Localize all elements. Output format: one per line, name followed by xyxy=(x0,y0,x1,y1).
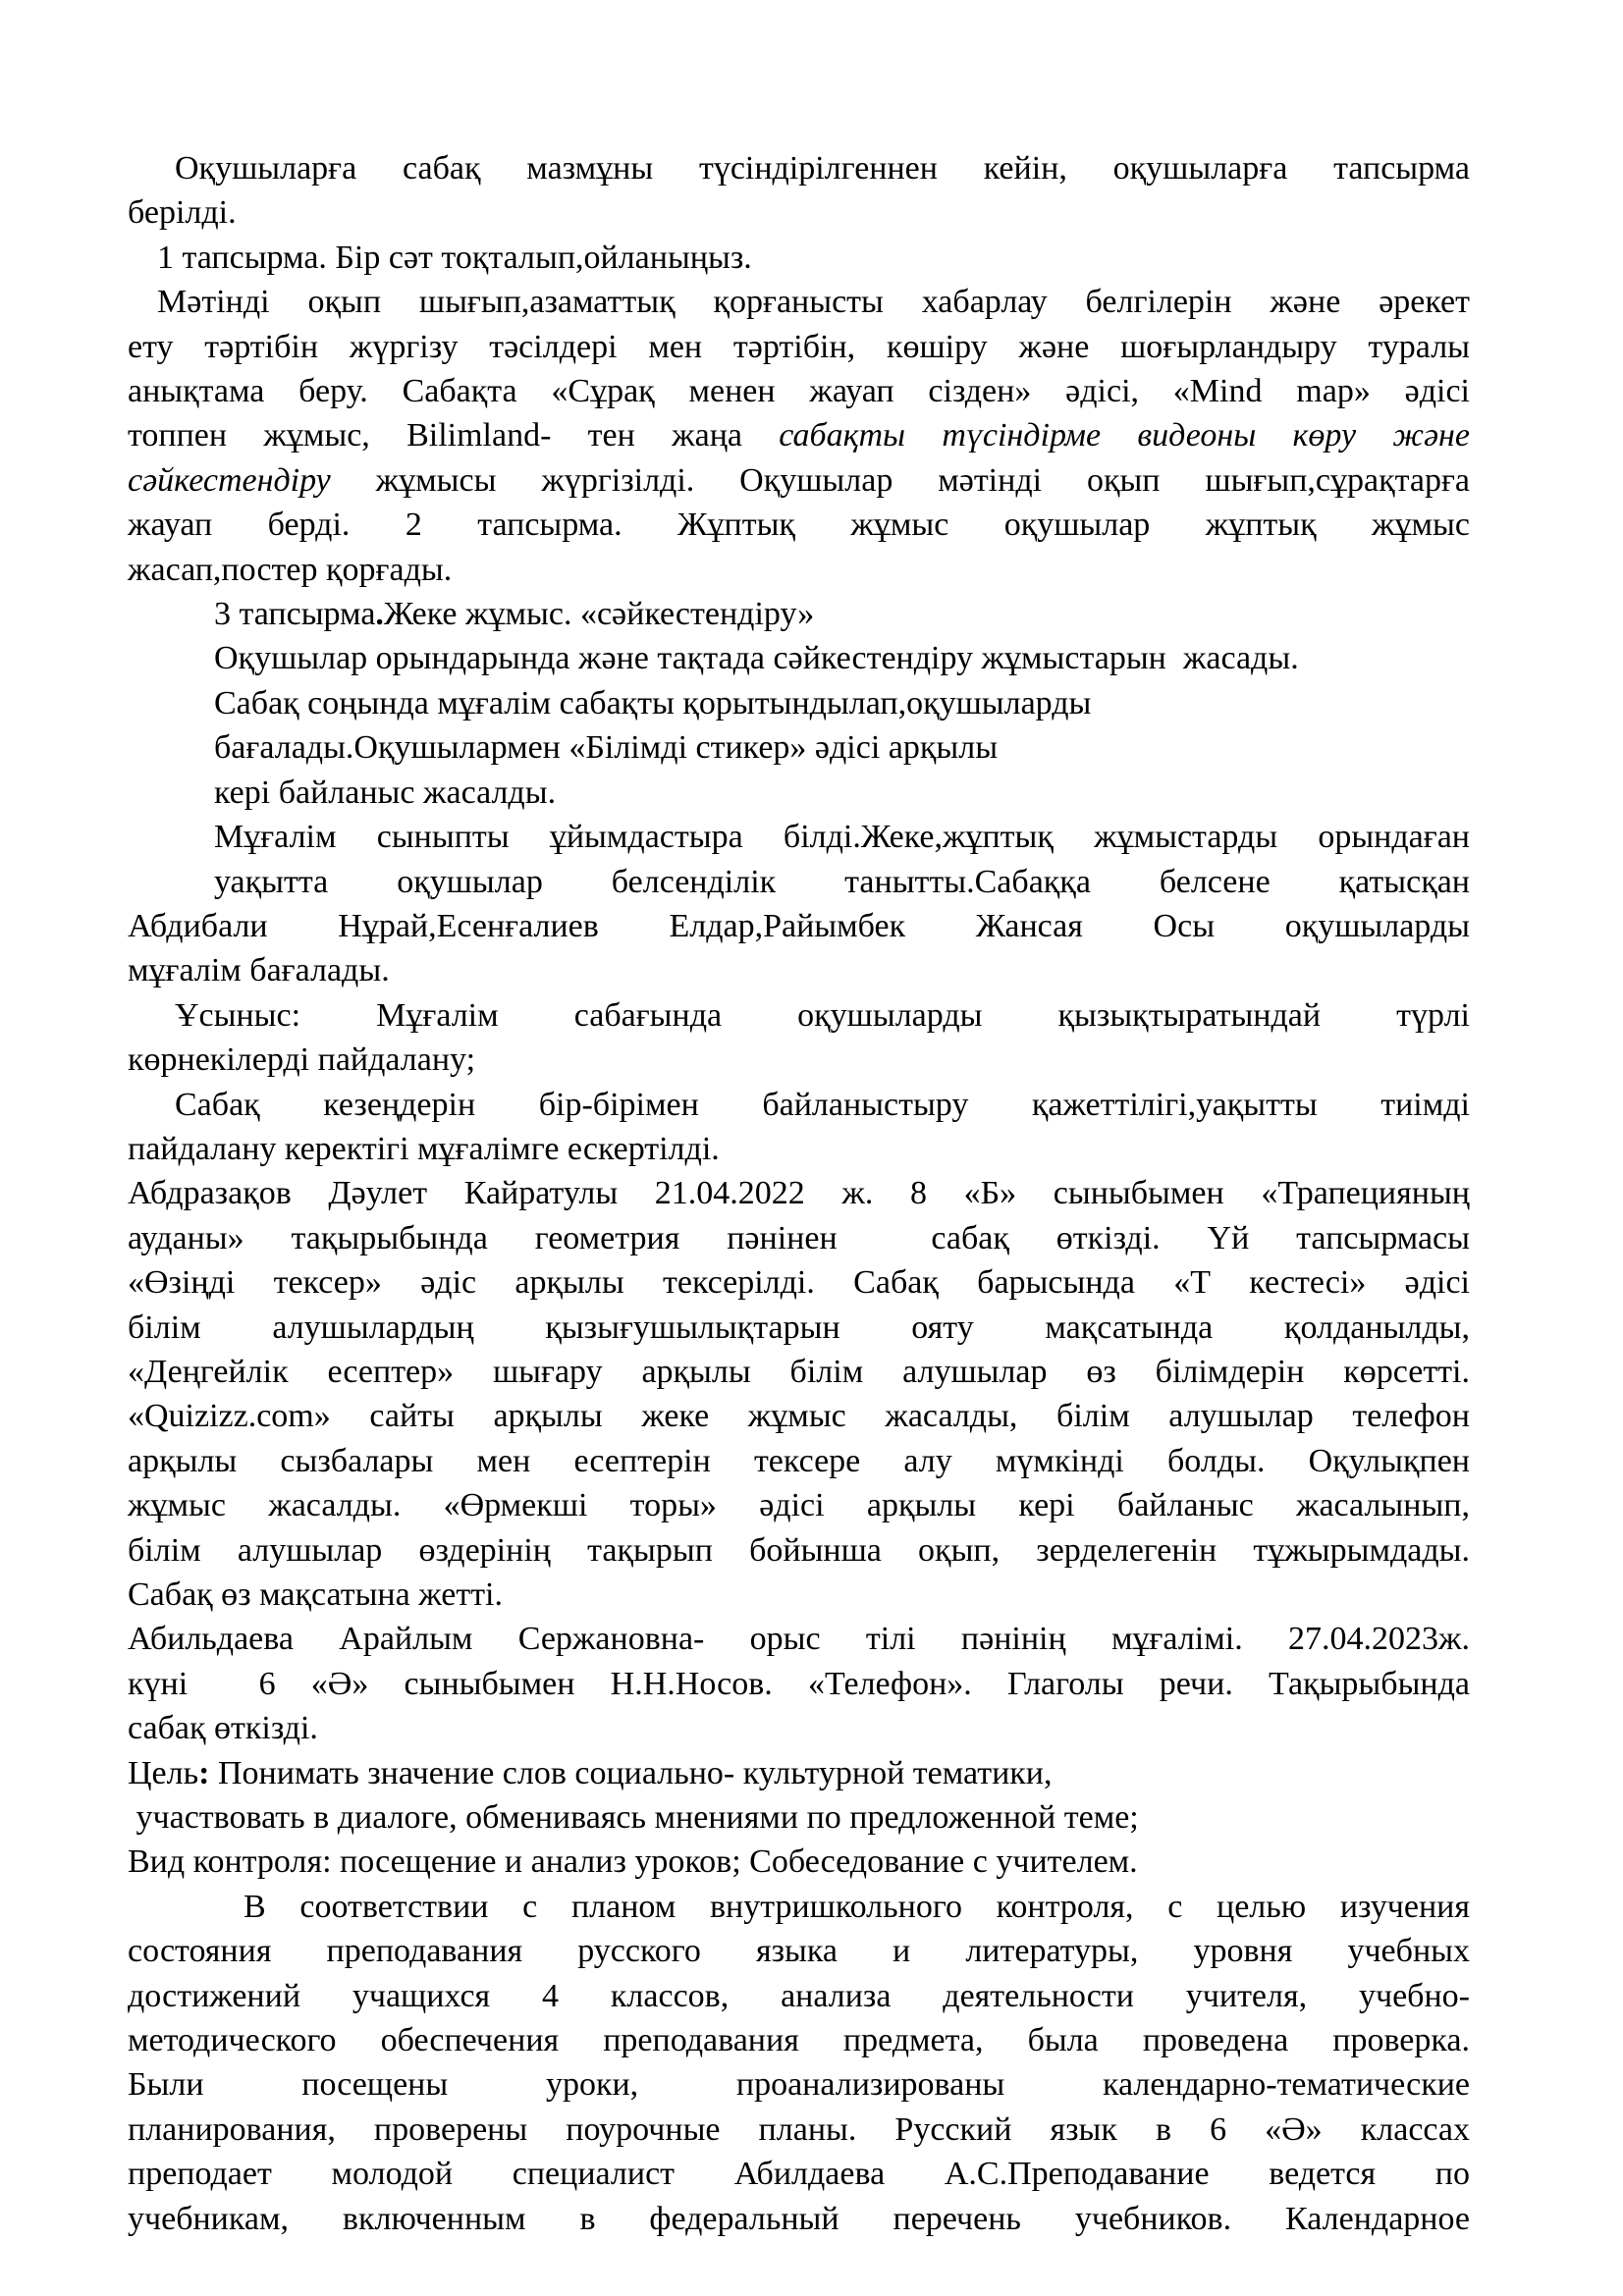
text-line-3 xyxy=(128,236,1470,280)
text-line-43 xyxy=(128,2018,1470,2062)
text-line-7 xyxy=(128,413,1470,457)
text-line-46 xyxy=(128,2152,1470,2196)
text-run: сабақ өткізді. xyxy=(128,1710,318,1747)
text-line-12 xyxy=(128,636,1470,680)
text-run: берілді. xyxy=(128,194,237,232)
text-run: Оқушыларға сабақ мазмұны түсіндірілгеннен кейін, оқушыларға тапсырма xyxy=(175,150,1470,187)
text-line-23 xyxy=(128,1127,1470,1171)
text-run: Сабақ соңында мұғалім сабақты қорытындылап,оқушыларды xyxy=(214,684,1092,721)
text-line-22 xyxy=(128,1083,1470,1127)
text-line-42 xyxy=(128,1974,1470,2018)
text-line-30 xyxy=(128,1439,1470,1483)
text-line-40 xyxy=(128,1885,1470,1929)
text-line-27 xyxy=(128,1306,1470,1350)
bold-text-run: : xyxy=(198,1754,210,1791)
text-line-25 xyxy=(128,1216,1470,1260)
text-line-14 xyxy=(128,725,1470,770)
text-line-41 xyxy=(128,1929,1470,1973)
text-line-29 xyxy=(128,1394,1470,1438)
text-run: бағалады.Оқушылармен «Білімді стикер» әдісі арқылы xyxy=(214,729,999,767)
text-line-26 xyxy=(128,1260,1470,1305)
text-run: Жеке жұмыс. «сәйкестендіру» xyxy=(383,596,815,633)
text-run: 3 тапсырма xyxy=(214,596,376,633)
text-line-37 xyxy=(128,1751,1470,1795)
text-line-45 xyxy=(128,2108,1470,2152)
text-run: кері байланыс жасалды. xyxy=(214,774,557,811)
text-run: күні 6 «Ә» сыныбымен Н.Н.Носов. «Телефон». Глаголы речи. Тақырыбында xyxy=(128,1665,1470,1702)
text-line-24 xyxy=(128,1171,1470,1215)
text-run: Понимать значение слов социально- культурной тематики, xyxy=(209,1754,1053,1791)
text-run: преподает молодой специалист Абилдаева А.С.Преподавание ведется по xyxy=(128,2156,1470,2193)
text-run: 1 тапсырма. Бір сәт тоқталып,ойланыңыз. xyxy=(157,239,752,276)
text-run: жауап берді. 2 тапсырма. Жұптық жұмыс оқушылар жұптық жұмыс xyxy=(128,507,1470,544)
text-line-21 xyxy=(128,1038,1470,1082)
text-line-28 xyxy=(128,1350,1470,1394)
text-line-13 xyxy=(128,681,1470,725)
text-run: состояния преподавания русского языка и литературы, уровня учебных xyxy=(128,1933,1470,1970)
text-run: Мұғалім сыныпты ұйымдастыра білді.Жеке,жұптық жұмыстарды орындаған xyxy=(214,819,1470,856)
text-line-11 xyxy=(128,592,1470,636)
text-run: Мәтінді оқып шығып,азаматтық қорғанысты хабарлау белгілерін және әрекет xyxy=(157,284,1470,321)
text-line-31 xyxy=(128,1483,1470,1527)
text-line-38 xyxy=(128,1795,1470,1840)
text-run: планирования, проверены поурочные планы. Русский язык в 6 «Ә» классах xyxy=(128,2110,1470,2148)
text-line-34 xyxy=(128,1617,1470,1661)
text-line-17 xyxy=(128,860,1470,904)
text-run: Сабақ өз мақсатына жетті. xyxy=(128,1576,504,1613)
text-run: жасап,постер қорғады. xyxy=(128,551,453,588)
text-run: Абильдаева Арайлым Сержановна- орыс тілі пәнінің мұғалімі. 27.04.2023ж. xyxy=(128,1621,1470,1658)
text-line-18 xyxy=(128,904,1470,948)
text-line-36 xyxy=(128,1706,1470,1750)
text-run: «Өзіңді тексер» әдіс арқылы тексерілді. Сабақ барысында «Т кестесі» әдісі xyxy=(128,1264,1470,1302)
text-line-33 xyxy=(128,1573,1470,1617)
text-run: Сабақ кезеңдерін бір-бірімен байланыстыру қажеттілігі,уақытты тиімді xyxy=(175,1086,1470,1123)
text-line-6 xyxy=(128,369,1470,413)
text-run: ауданы» тақырыбында геометрия пәнінен сабақ өткізді. Үй тапсырмасы xyxy=(128,1219,1470,1256)
text-run: арқылы сызбалары мен есептерін тексере алу мүмкінді болды. Оқулықпен xyxy=(128,1442,1470,1479)
text-run: Абдибали Нұрай,Есенғалиев Елдар,Райымбек Жансая Осы оқушыларды xyxy=(128,907,1470,944)
text-run: анықтама беру. Сабақта «Сұрақ менен жауап сізден» әдісі, «Mind map» әдісі xyxy=(128,373,1470,410)
text-run: пайдалану керектігі мұғалімге ескертілді. xyxy=(128,1130,720,1167)
italic-text-run: сабақты түсіндірме видеоны көру және xyxy=(779,417,1471,454)
text-run: Абдразақов Дәулет Кайратулы 21.04.2022 ж. 8 «Б» сыныбымен «Трапецияның xyxy=(128,1175,1470,1212)
text-run: Оқушылар орындарында және тақтада сәйкестендіру жұмыстарын жасады. xyxy=(214,640,1299,677)
text-line-4 xyxy=(128,280,1470,324)
text-line-19 xyxy=(128,948,1470,992)
text-run: білім алушылар өздерінің тақырып бойынша оқып, зерделегенін тұжырымдады. xyxy=(128,1531,1470,1569)
text-run: уақытта оқушылар белсенділік танытты.Сабаққа белсене қатысқан xyxy=(214,863,1470,900)
text-run: жұмыс жасалды. «Өрмекші торы» әдісі арқылы кері байланыс жасалынып, xyxy=(128,1487,1470,1524)
text-line-47 xyxy=(128,2197,1470,2241)
italic-text-run: сәйкестендіру xyxy=(128,461,331,499)
text-line-32 xyxy=(128,1528,1470,1573)
text-line-1 xyxy=(128,146,1470,190)
text-line-20 xyxy=(128,993,1470,1038)
text-run: топпен жұмыс, Bilimland- тен жаңа xyxy=(128,417,780,454)
text-line-5 xyxy=(128,325,1470,369)
text-line-44 xyxy=(128,2062,1470,2107)
text-run: учебникам, включенным в федеральный перечень учебников. Календарное xyxy=(128,2200,1470,2237)
bold-text-run: . xyxy=(375,596,384,633)
text-run: ету тәртібін жүргізу тәсілдері мен тәртібін, көшіру және шоғырландыру туралы xyxy=(128,328,1470,365)
text-run: Были посещены уроки, проанализированы календарно-тематические xyxy=(128,2066,1470,2104)
text-run: Ұсыныс: Мұғалім сабағында оқушыларды қызықтыратындай түрлі xyxy=(175,996,1470,1034)
text-run: В соответствии с планом внутришкольного контроля, с целью изучения xyxy=(243,1888,1470,1925)
text-run: достижений учащихся 4 классов, анализа деятельности учителя, учебно- xyxy=(128,1977,1470,2014)
text-line-2 xyxy=(128,190,1470,235)
text-line-9 xyxy=(128,503,1470,547)
text-run: участвовать в диалоге, обмениваясь мнениями по предложенной теме; xyxy=(128,1799,1139,1837)
text-run: білім алушылардың қызығушылықтарын ояту мақсатында қолданылды, xyxy=(128,1308,1470,1346)
text-run: «Деңгейлік есептер» шығару арқылы білім алушылар өз білімдерін көрсетті. xyxy=(128,1353,1470,1390)
text-line-39 xyxy=(128,1840,1470,1884)
text-run: жұмысы жүргізілді. Оқушылар мәтінді оқып шығып,сұрақтарға xyxy=(330,461,1470,499)
text-run: мұғалім бағалады. xyxy=(128,952,390,989)
text-run: көрнекілерді пайдалану; xyxy=(128,1041,476,1079)
text-line-35 xyxy=(128,1662,1470,1706)
text-run: Вид контроля: посещение и анализ уроков; Собеседование с учителем. xyxy=(128,1843,1138,1881)
text-line-10 xyxy=(128,548,1470,592)
text-line-8 xyxy=(128,458,1470,503)
text-line-15 xyxy=(128,771,1470,815)
text-run: «Quizizz.com» сайты арқылы жеке жұмыс жасалды, білім алушылар телефон xyxy=(128,1398,1470,1435)
text-line-16 xyxy=(128,815,1470,859)
text-run: методического обеспечения преподавания предмета, была проведена проверка. xyxy=(128,2022,1470,2059)
text-run: Цель xyxy=(128,1754,199,1791)
